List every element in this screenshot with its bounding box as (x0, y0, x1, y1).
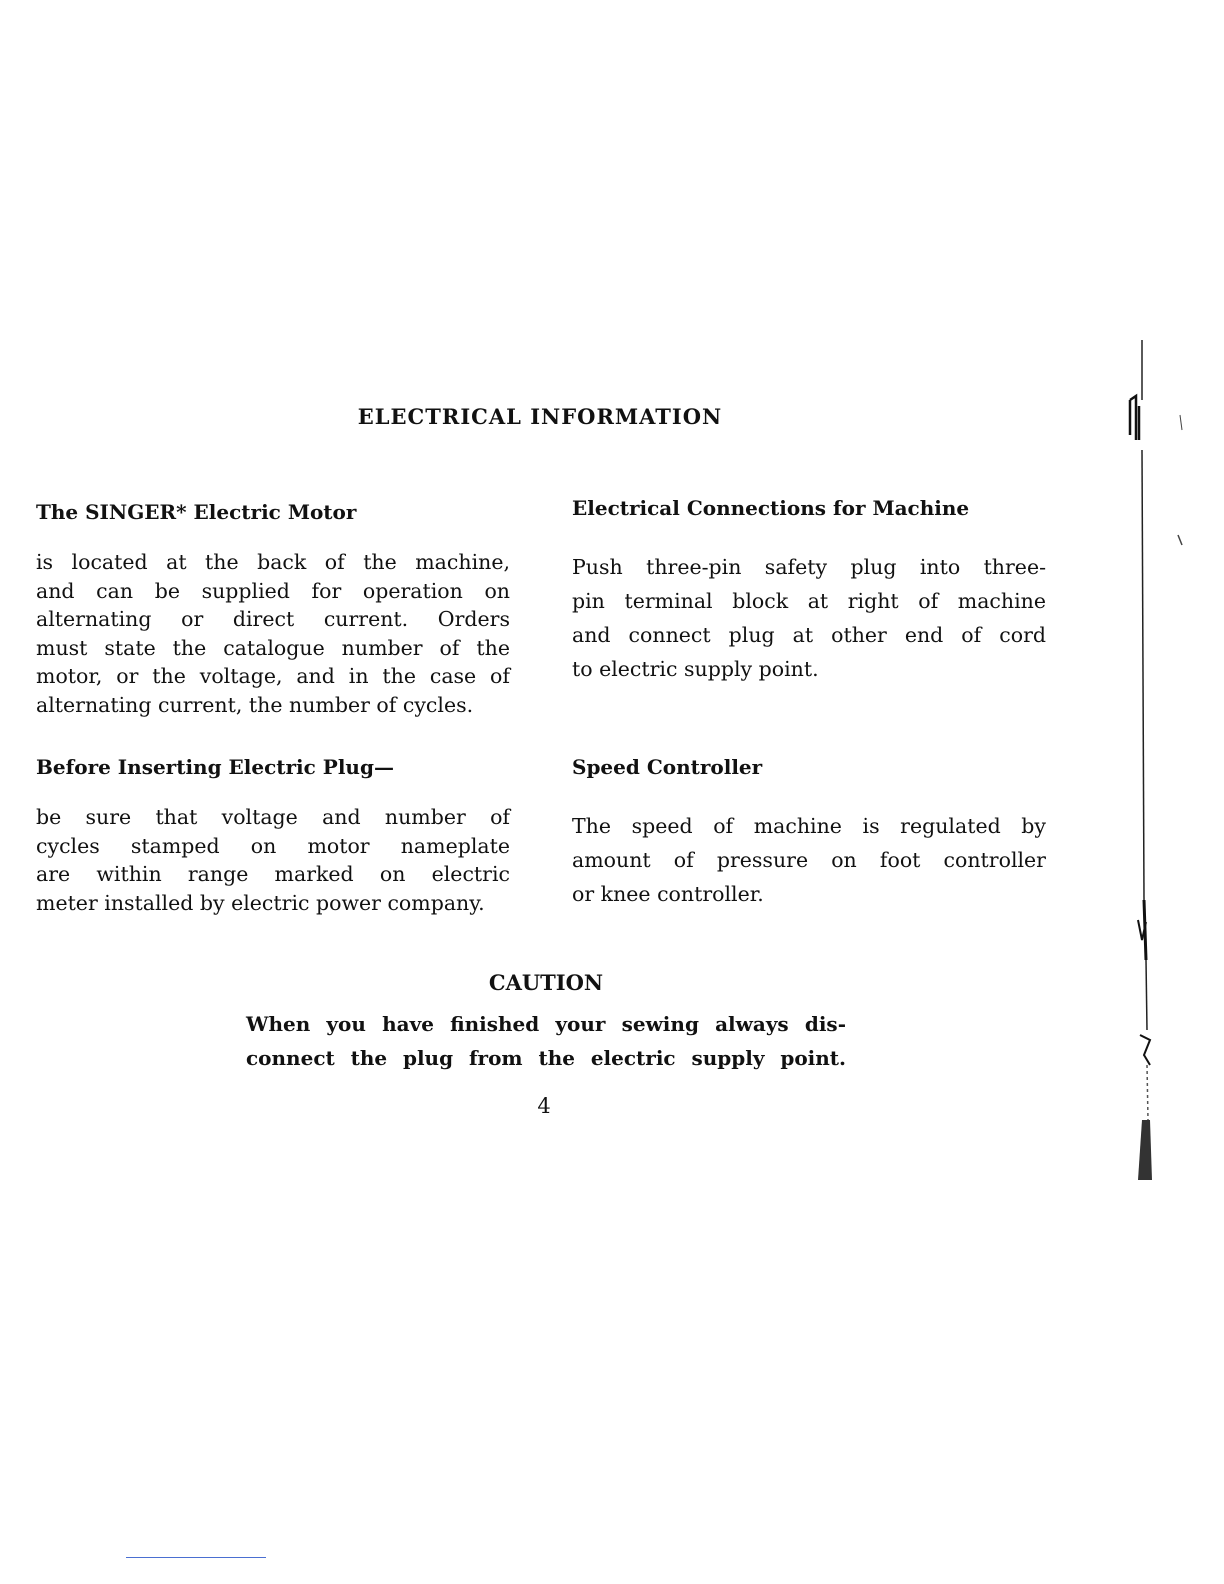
section-electrical-connections (572, 496, 1046, 686)
text-line: are within range marked on electric (36, 862, 510, 886)
text-line: The speed of machine is regulated by (572, 814, 1046, 838)
section-heading: Before Inserting Electric Plug— (36, 755, 394, 779)
section-heading: Electrical Connections for Machine (572, 496, 970, 520)
text-line: and connect plug at other end of cord (572, 623, 1046, 647)
text-line: Push three-pin safety plug into three- (572, 555, 1046, 579)
section-heading: The SINGER* Electric Motor (36, 500, 357, 524)
text-line: be sure that voltage and number of (36, 805, 510, 829)
text-line: motor, or the voltage, and in the case of (36, 664, 510, 688)
text-line: must state the catalogue number of the (36, 635, 510, 660)
text-line: pin terminal block at right of machine (572, 589, 1046, 613)
text-line: is located at the back of the machine, (36, 550, 510, 574)
section-heading: Speed Controller (572, 755, 763, 779)
text-line: alternating or direct current. Orders (36, 607, 510, 631)
binding-edge-marks (1120, 340, 1190, 1180)
page-title: ELECTRICAL INFORMATION (357, 404, 723, 429)
caution-block (246, 970, 846, 1075)
section-body (36, 803, 510, 917)
text-line: alternating current, the number of cycles. (36, 692, 474, 717)
section-electric-motor (36, 500, 510, 719)
text-line: meter installed by electric power company. (36, 890, 485, 915)
text-line: When you have finished your sewing always dis- (246, 1012, 846, 1036)
caution-title: CAUTION (488, 970, 604, 995)
page-number: 4 (537, 1094, 551, 1118)
section-before-inserting-plug (36, 755, 510, 917)
section-body (572, 809, 1046, 911)
text-line: or knee controller. (572, 882, 764, 906)
text-line: amount of pressure on foot controller (572, 848, 1046, 872)
footnote-rule (126, 1557, 266, 1558)
section-speed-controller (572, 755, 1046, 911)
text-line: cycles stamped on motor nameplate (36, 833, 510, 858)
section-body (36, 548, 510, 719)
text-line: to electric supply point. (572, 657, 819, 681)
caution-text (246, 1007, 846, 1075)
text-line: and can be supplied for operation on (36, 578, 510, 603)
section-body (572, 550, 1046, 686)
text-line: connect the plug from the electric supply point. (246, 1046, 846, 1070)
